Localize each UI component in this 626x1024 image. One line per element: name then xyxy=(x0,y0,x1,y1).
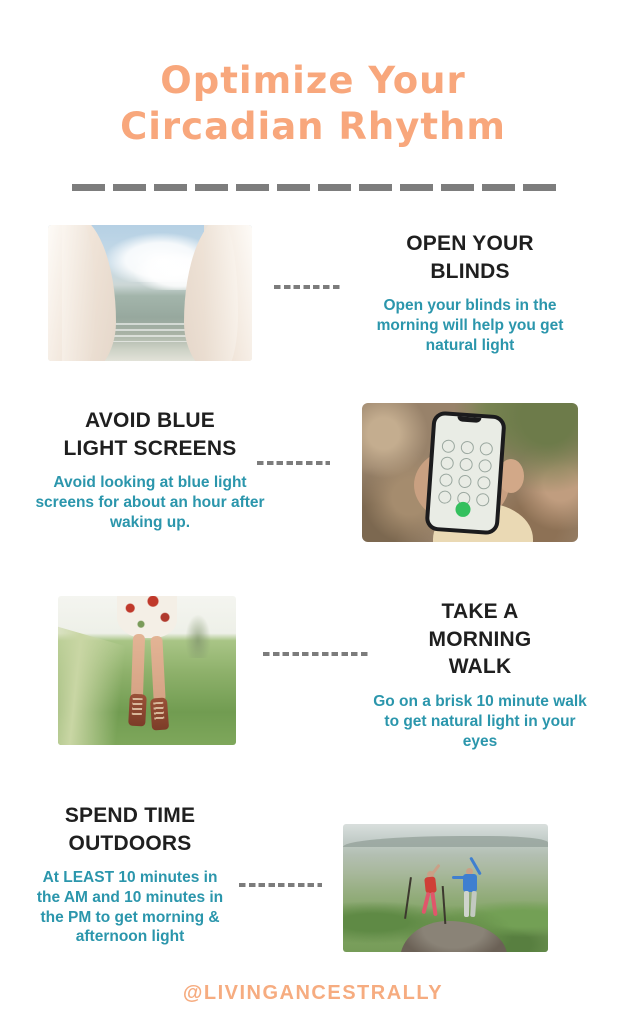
heading-line: OPEN YOUR xyxy=(406,232,534,255)
section-4-text xyxy=(20,802,240,947)
page-title-line-2: Circadian Rhythm xyxy=(120,105,506,149)
section-4-heading xyxy=(20,802,240,857)
section-1-heading xyxy=(350,230,590,285)
hiker-leg xyxy=(430,892,437,916)
section-2-body: Avoid looking at blue light screens for about an hour after waking up. xyxy=(35,474,265,531)
call-button-row xyxy=(455,501,471,517)
section-2-text xyxy=(30,407,270,532)
heading-line: AVOID BLUE xyxy=(85,409,215,432)
boot-laces xyxy=(132,698,143,716)
dialpad-key xyxy=(460,440,474,454)
walking-legs-grass-photo xyxy=(58,596,236,745)
heading-line: MORNING xyxy=(428,627,532,651)
leg-shape xyxy=(131,634,145,700)
hiker-torso xyxy=(424,877,437,894)
window-curtains-ocean-photo xyxy=(48,225,252,361)
dialpad-key xyxy=(458,474,472,488)
page-title xyxy=(0,58,626,151)
section-3-text xyxy=(360,598,600,751)
dialpad-key xyxy=(438,490,452,504)
dialpad-key xyxy=(477,476,491,490)
section-2-dashed-connector xyxy=(257,461,330,465)
heading-line: LIGHT SCREENS xyxy=(63,436,237,460)
hiker-leg xyxy=(464,891,469,917)
section-1-text xyxy=(350,230,590,355)
dialpad-key xyxy=(478,459,492,473)
walker-figure xyxy=(110,596,184,738)
dialpad-key xyxy=(441,439,455,453)
bush-shape xyxy=(185,614,211,658)
hiker-leg xyxy=(470,891,477,917)
section-3-body: Go on a brisk 10 minute walk to get natural light in your eyes xyxy=(373,693,587,750)
section-1-dashed-connector xyxy=(274,285,340,289)
dialpad-key xyxy=(440,456,454,470)
section-4-dashed-connector xyxy=(239,883,322,887)
smartphone-shape xyxy=(424,410,506,535)
dialpad-key xyxy=(459,457,473,471)
section-3-heading xyxy=(360,598,600,681)
section-2-heading xyxy=(30,407,270,462)
phone-dialpad xyxy=(438,439,493,506)
heading-line: OUTDOORS xyxy=(68,831,192,855)
dialpad-key xyxy=(476,493,490,507)
hiker-torso xyxy=(463,874,477,892)
title-dashed-divider xyxy=(72,184,557,191)
dialpad-key xyxy=(439,473,453,487)
mountain-ridge-shape xyxy=(343,836,548,848)
heading-line: SPEND TIME xyxy=(64,804,196,827)
curtain-fold-shape xyxy=(204,225,238,361)
page-title-line-1: Optimize Your xyxy=(160,59,466,102)
phone-notch xyxy=(457,416,481,423)
leg-shape xyxy=(150,636,165,703)
hikers-summit-photo xyxy=(343,824,548,952)
section-1-body: Open your blinds in the morning will help you get natural light xyxy=(376,297,564,354)
heading-line: WALK xyxy=(448,655,512,679)
floral-dress-shape xyxy=(117,596,177,638)
heading-line: TAKE A xyxy=(441,600,519,623)
hiker-leg xyxy=(421,892,430,914)
hiker-blue-figure xyxy=(454,860,488,924)
section-3-dashed-connector xyxy=(263,652,368,656)
social-handle: @LIVINGANCESTRALLY xyxy=(182,982,444,1004)
curtain-fold-shape xyxy=(62,225,96,361)
heading-line: BLINDS xyxy=(430,259,510,283)
section-4-body: At LEAST 10 minutes in the AM and 10 minutes in the PM to get morning & afternoon light xyxy=(36,869,224,946)
boot-shape xyxy=(150,697,169,730)
call-button-icon xyxy=(455,501,471,517)
boot-laces xyxy=(153,702,164,721)
phone-screen xyxy=(429,415,503,531)
dialpad-key xyxy=(479,442,493,456)
boot-shape xyxy=(128,694,147,727)
hand-holding-phone-photo xyxy=(362,403,578,542)
hiker-red-figure xyxy=(417,865,447,921)
